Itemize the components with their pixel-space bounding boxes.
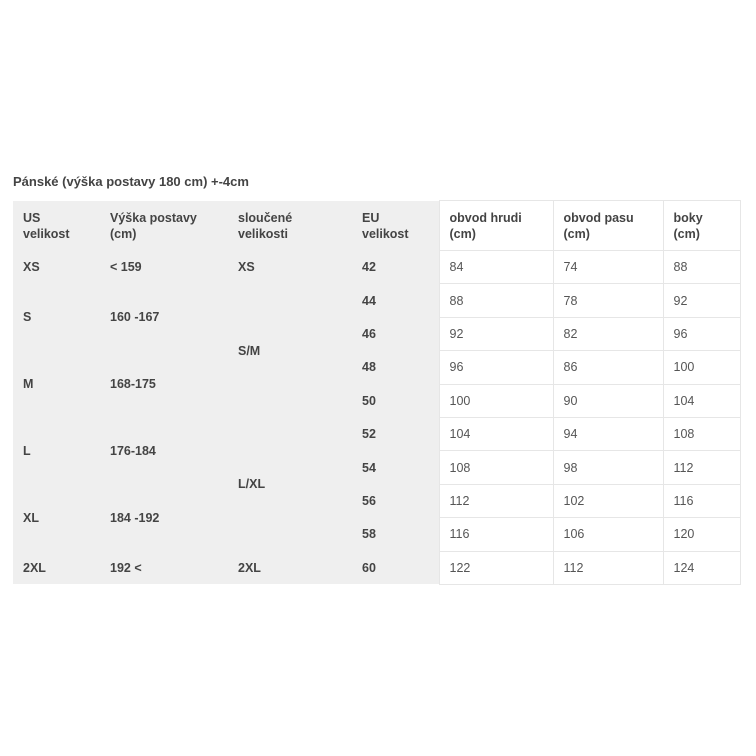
eu-size-cell: 52 <box>352 417 439 450</box>
waist-cell: 82 <box>553 317 663 350</box>
merged-size-cell: S/M <box>228 284 352 418</box>
us-size-cell: M <box>13 351 100 418</box>
eu-size-cell: 56 <box>352 484 439 517</box>
header-height: Výška postavy (cm) <box>100 201 228 251</box>
hips-cell: 108 <box>663 417 740 450</box>
eu-size-cell: 58 <box>352 518 439 551</box>
height-cell: 192 < <box>100 551 228 584</box>
eu-size-cell: 50 <box>352 384 439 417</box>
chest-cell: 96 <box>439 351 553 384</box>
waist-cell: 90 <box>553 384 663 417</box>
hips-cell: 100 <box>663 351 740 384</box>
table-row <box>13 551 740 584</box>
waist-cell: 94 <box>553 417 663 450</box>
table-row <box>13 417 740 450</box>
size-table <box>13 200 741 585</box>
waist-cell: 106 <box>553 518 663 551</box>
eu-size-cell: 54 <box>352 451 439 484</box>
height-cell: 176-184 <box>100 417 228 484</box>
header-merged-sizes: sloučené velikosti <box>228 201 352 251</box>
header-hips: boky (cm) <box>663 201 740 251</box>
chest-cell: 84 <box>439 251 553 284</box>
waist-cell: 98 <box>553 451 663 484</box>
eu-size-cell: 48 <box>352 351 439 384</box>
chest-cell: 116 <box>439 518 553 551</box>
hips-cell: 124 <box>663 551 740 584</box>
hips-cell: 112 <box>663 451 740 484</box>
us-size-cell: XL <box>13 484 100 551</box>
header-waist: obvod pasu (cm) <box>553 201 663 251</box>
hips-cell: 104 <box>663 384 740 417</box>
header-chest: obvod hrudi (cm) <box>439 201 553 251</box>
height-cell: 160 -167 <box>100 284 228 351</box>
merged-size-cell: L/XL <box>228 417 352 551</box>
waist-cell: 86 <box>553 351 663 384</box>
hips-cell: 96 <box>663 317 740 350</box>
chest-cell: 100 <box>439 384 553 417</box>
eu-size-cell: 42 <box>352 251 439 284</box>
chest-cell: 122 <box>439 551 553 584</box>
eu-size-cell: 46 <box>352 317 439 350</box>
us-size-cell: S <box>13 284 100 351</box>
chest-cell: 104 <box>439 417 553 450</box>
merged-size-cell: XS <box>228 251 352 284</box>
table-row <box>13 284 740 317</box>
waist-cell: 78 <box>553 284 663 317</box>
height-cell: < 159 <box>100 251 228 284</box>
eu-size-cell: 60 <box>352 551 439 584</box>
us-size-cell: 2XL <box>13 551 100 584</box>
merged-size-cell: 2XL <box>228 551 352 584</box>
us-size-cell: XS <box>13 251 100 284</box>
header-row <box>13 201 740 251</box>
table-title: Pánské (výška postavy 180 cm) +-4cm <box>13 174 249 189</box>
table-row <box>13 351 740 384</box>
waist-cell: 74 <box>553 251 663 284</box>
waist-cell: 102 <box>553 484 663 517</box>
chest-cell: 112 <box>439 484 553 517</box>
height-cell: 168-175 <box>100 351 228 418</box>
hips-cell: 92 <box>663 284 740 317</box>
waist-cell: 112 <box>553 551 663 584</box>
chest-cell: 108 <box>439 451 553 484</box>
table-row <box>13 251 740 284</box>
chest-cell: 92 <box>439 317 553 350</box>
hips-cell: 120 <box>663 518 740 551</box>
eu-size-cell: 44 <box>352 284 439 317</box>
header-us-size: US velikost <box>13 201 100 251</box>
hips-cell: 116 <box>663 484 740 517</box>
table-row <box>13 484 740 517</box>
chest-cell: 88 <box>439 284 553 317</box>
height-cell: 184 -192 <box>100 484 228 551</box>
hips-cell: 88 <box>663 251 740 284</box>
header-eu-size: EU velikost <box>352 201 439 251</box>
us-size-cell: L <box>13 417 100 484</box>
